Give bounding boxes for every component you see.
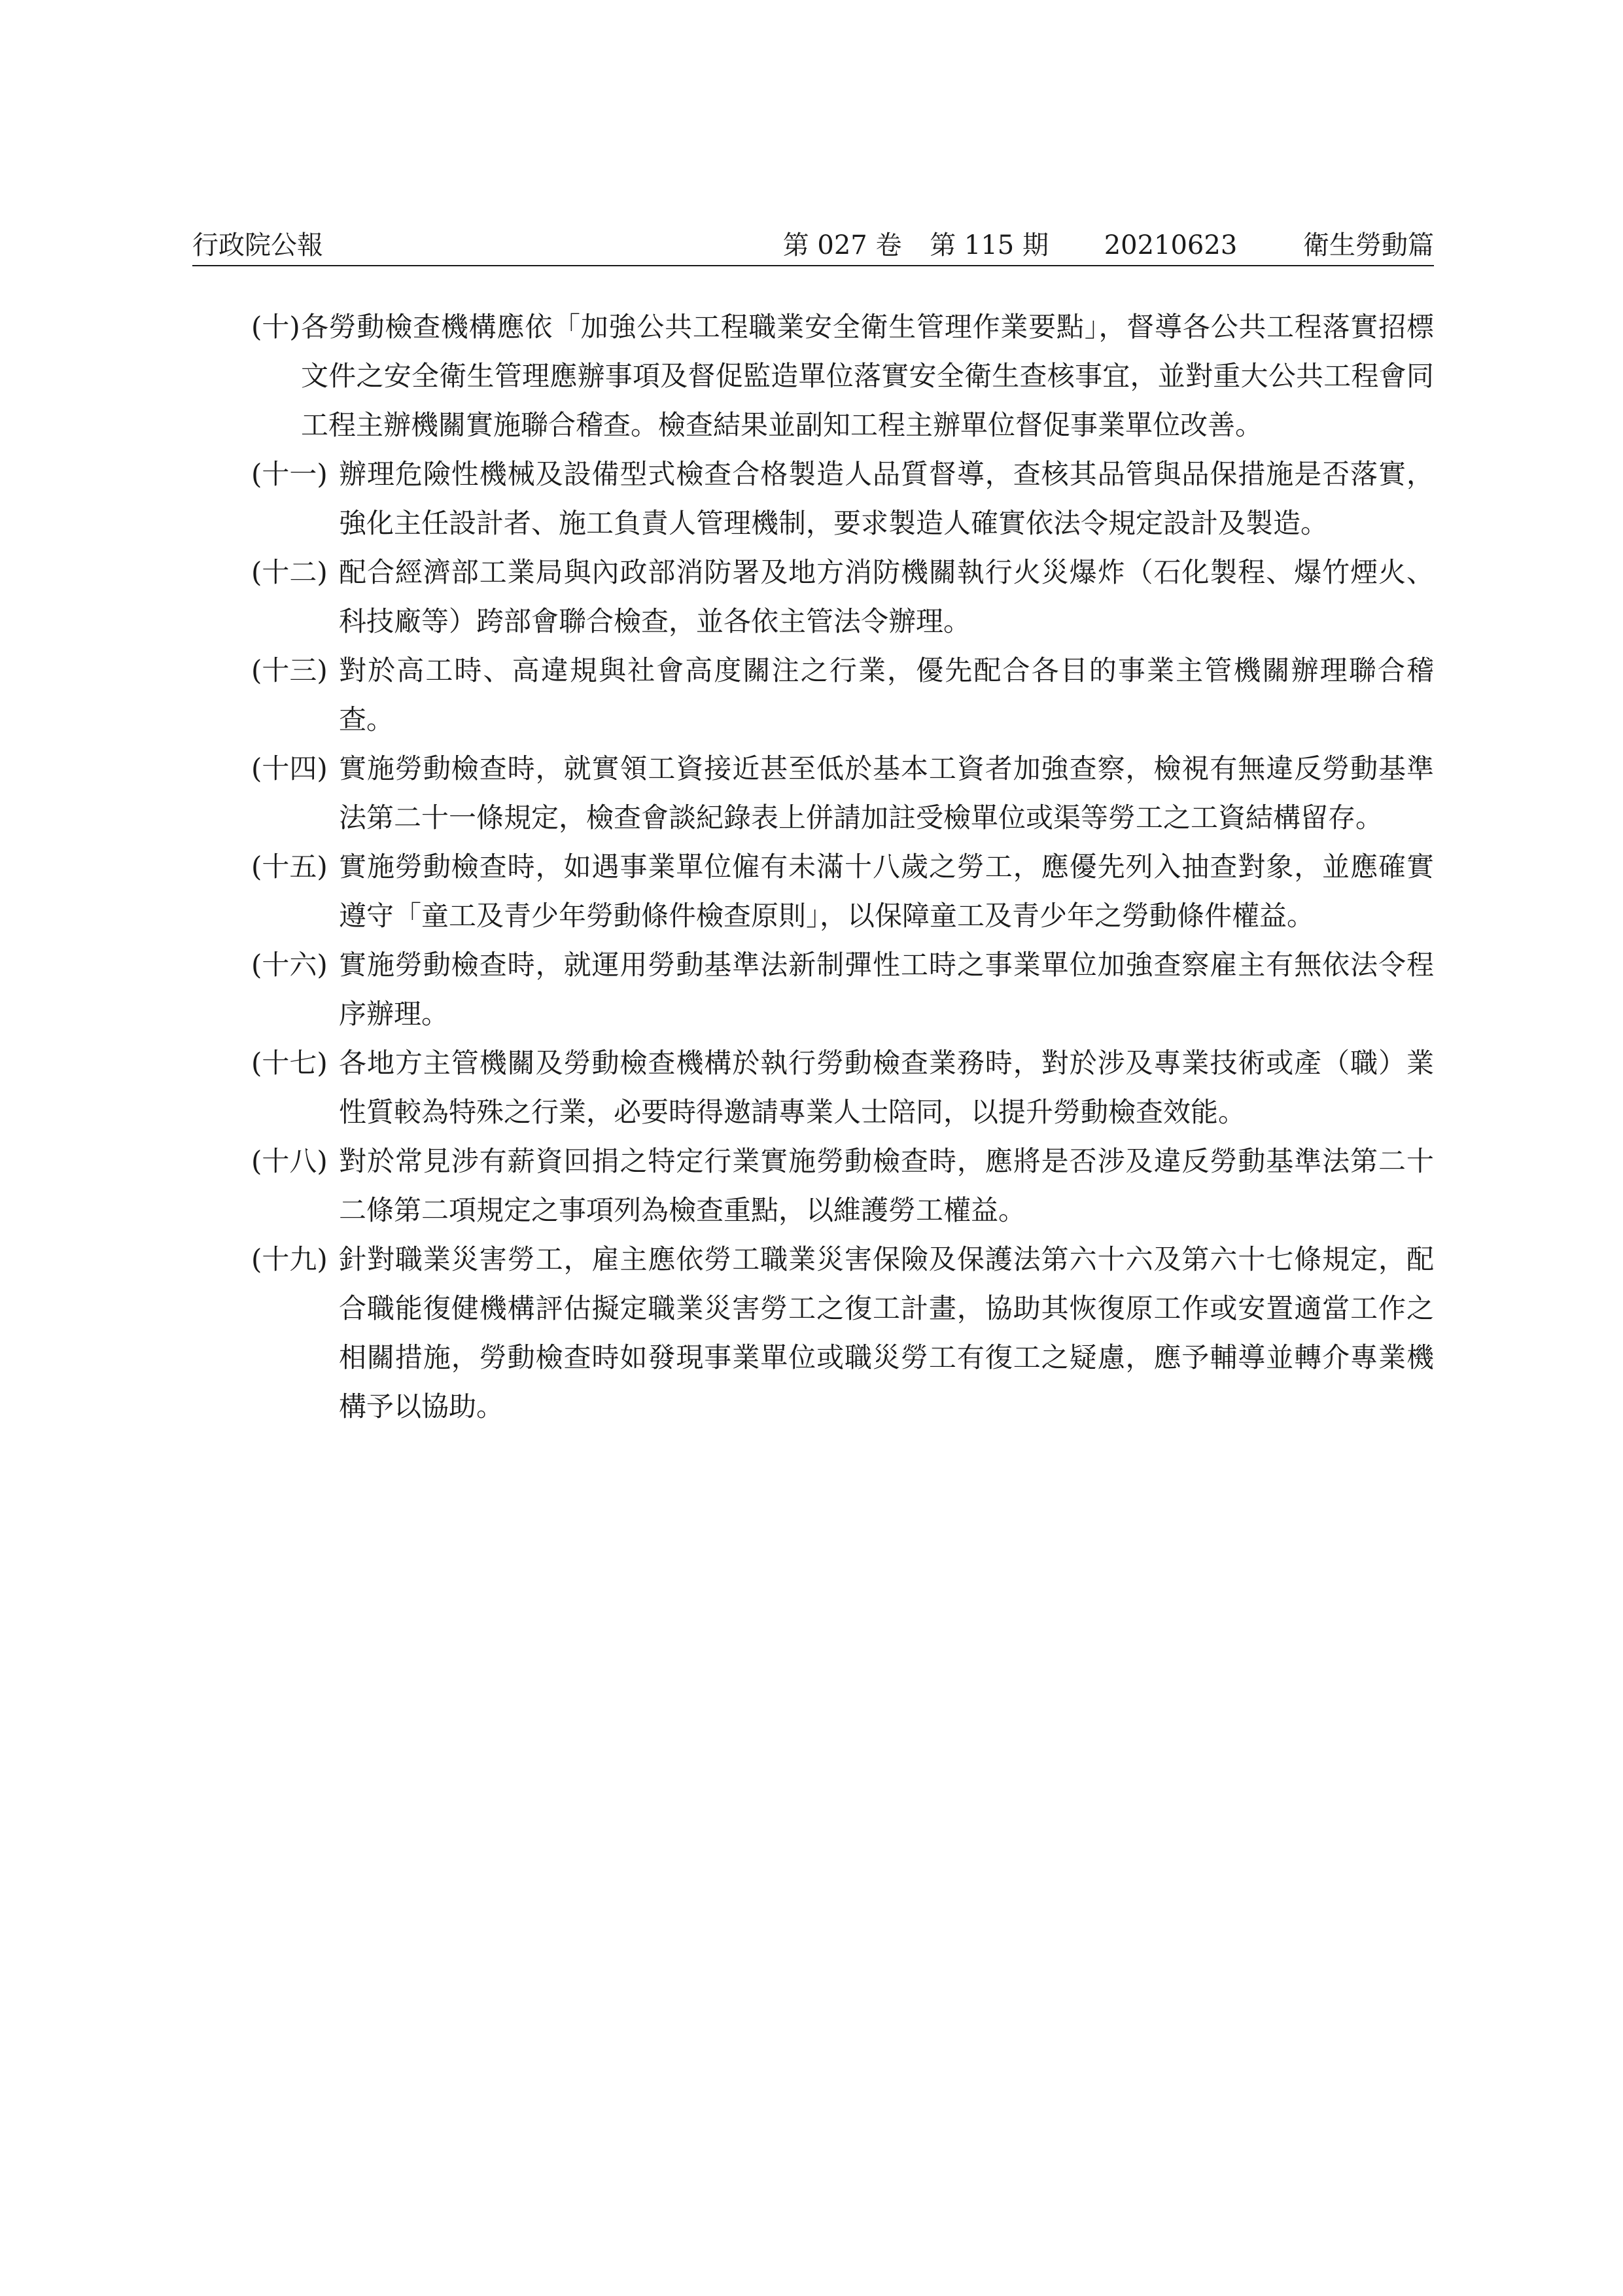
- list-item: [251, 450, 1434, 548]
- publication-date: 20210623: [1104, 230, 1238, 260]
- item-text: 對於高工時、高違規與社會高度關注之行業，優先配合各目的事業主管機關辦理聯合稽查。: [339, 654, 1434, 735]
- item-text: 針對職業災害勞工，雇主應依勞工職業災害保險及保護法第六十六及第六十七條規定，配合職能復健機構評估擬定職業災害勞工之復工計畫，協助其恢復原工作或安置適當工作之相關措施，勞動檢查時如發現事業單位或職災勞工有復工之疑慮，應予輔導並轉介專業機構予以協助。: [339, 1243, 1434, 1422]
- item-marker: (十一): [251, 458, 328, 490]
- list-item: [251, 646, 1434, 744]
- item-marker: (十五): [251, 851, 328, 883]
- item-marker: (十三): [251, 654, 328, 686]
- item-text: 各地方主管機關及勞動檢查機構於執行勞動檢查業務時，對於涉及專業技術或產（職）業性質較為特殊之行業，必要時得邀請專業人士陪同，以提升勞動檢查效能。: [339, 1047, 1434, 1128]
- list-item: [251, 548, 1434, 646]
- item-text: 實施勞動檢查時，如遇事業單位僱有未滿十八歲之勞工，應優先列入抽查對象，並應確實遵守「童工及青少年勞動條件檢查原則」，以保障童工及青少年之勞動條件權益。: [339, 851, 1434, 932]
- volume-number: 第 027 卷: [782, 230, 902, 260]
- item-text: 對於常見涉有薪資回捐之特定行業實施勞動檢查時，應將是否涉及違反勞動基準法第二十二條第二項規定之事項列為檢查重點，以維護勞工權益。: [339, 1145, 1434, 1226]
- item-marker: (十九): [251, 1243, 328, 1275]
- item-text: 實施勞動檢查時，就運用勞動基準法新制彈性工時之事業單位加強查察雇主有無依法令程序辦理。: [339, 949, 1434, 1030]
- header-meta: [783, 226, 1434, 265]
- list-item: [251, 1038, 1434, 1137]
- item-text: 辦理危險性機械及設備型式檢查合格製造人品質督導，查核其品管與品保措施是否落實，強化主任設計者、施工負責人管理機制，要求製造人確實依法令規定設計及製造。: [339, 458, 1434, 539]
- item-text: 實施勞動檢查時，就實領工資接近甚至低於基本工資者加強查察，檢視有無違反勞動基準法第二十一條規定，檢查會談紀錄表上併請加註受檢單位或渠等勞工之工資結構留存。: [339, 752, 1434, 834]
- list-item: [251, 302, 1434, 450]
- publication-title: 行政院公報: [192, 230, 323, 260]
- list-item: [251, 842, 1434, 940]
- item-text: 各勞動檢查機構應依「加強公共工程職業安全衛生管理作業要點」，督導各公共工程落實招標文件之安全衛生管理應辦事項及督促監造單位落實安全衛生查核事宜，並對重大公共工程會同工程主辦機關實施聯合稽查。檢查結果並副知工程主辦單位督促事業單位改善。: [301, 311, 1434, 441]
- regulation-item-list: [251, 302, 1434, 1431]
- item-marker: (十八): [251, 1145, 328, 1177]
- issue-number: 第 115 期: [930, 230, 1049, 260]
- list-item: [251, 1235, 1434, 1431]
- item-marker: (十): [251, 311, 300, 343]
- item-text: 配合經濟部工業局與內政部消防署及地方消防機關執行火災爆炸（石化製程、爆竹煙火、科技廠等）跨部會聯合檢查，並各依主管法令辦理。: [339, 556, 1434, 637]
- item-marker: (十二): [251, 556, 328, 588]
- page-header: [192, 226, 1434, 266]
- list-item: [251, 744, 1434, 842]
- item-marker: (十七): [251, 1047, 328, 1079]
- list-item: [251, 1137, 1434, 1235]
- item-marker: (十四): [251, 752, 328, 785]
- section-name: 衛生勞動篇: [1303, 230, 1434, 260]
- item-marker: (十六): [251, 949, 328, 981]
- list-item: [251, 940, 1434, 1038]
